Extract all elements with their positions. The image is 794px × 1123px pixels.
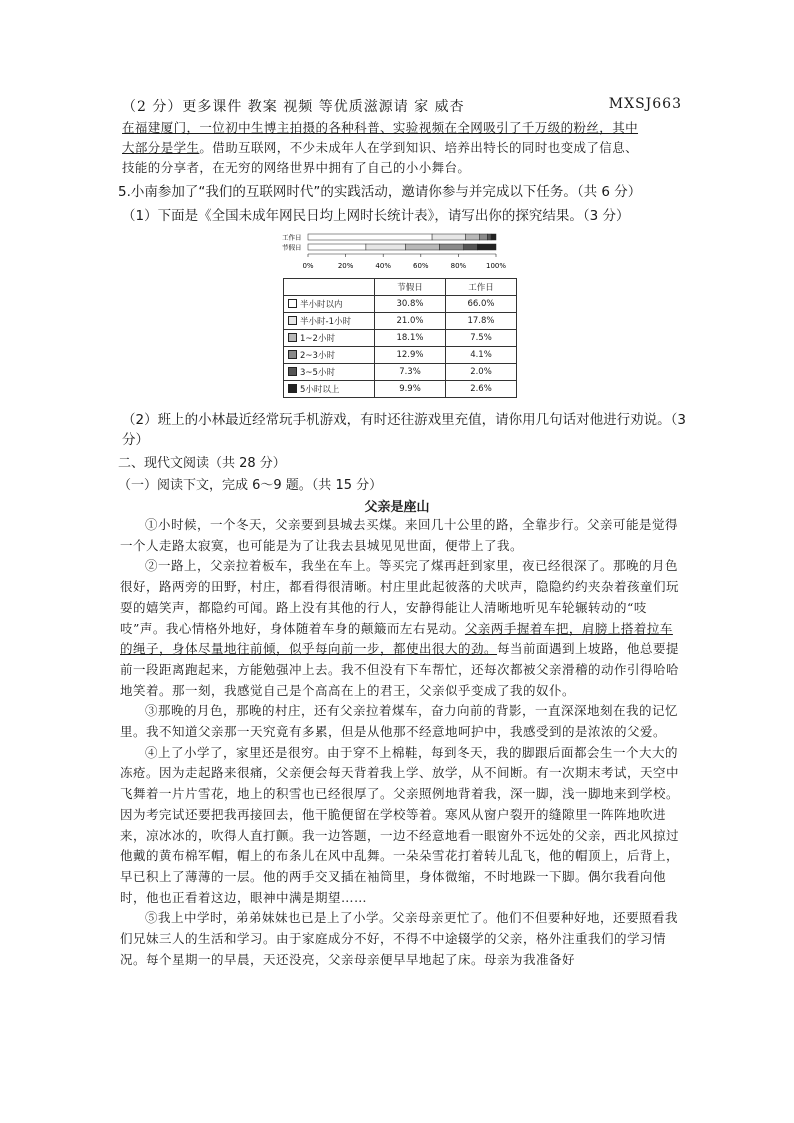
category-label: 节假日 — [282, 243, 302, 252]
bar-segment — [432, 234, 465, 240]
cell-holiday: 7.3% — [375, 364, 446, 381]
row-label: 5小时以上 — [300, 385, 340, 395]
bar-segment — [464, 244, 478, 250]
bar-segment — [480, 234, 488, 240]
table-row — [284, 330, 517, 347]
question-5-1: （1）下面是《全国未成年网民日均上网时长统计表》，请写出你的探究结果。（3 分） — [122, 208, 630, 224]
article-body — [120, 515, 685, 970]
cell-holiday: 12.9% — [375, 347, 446, 364]
legend-swatch — [288, 367, 297, 376]
answer-line1: 在福建厦门，一位初中生博主拍摄的各种科普、实验视频在全网吸引了千万级的粉丝，其中 — [122, 120, 639, 135]
answer-line2: 。借助互联网，不少未成年人在学到知识、培养出特长的同时也变成了信息、 — [199, 140, 639, 155]
bar-segment — [439, 244, 463, 250]
cell-workday: 17.8% — [446, 313, 517, 330]
row-label: 1~2小时 — [300, 334, 335, 344]
table-row — [284, 313, 517, 330]
cell-workday: 2.0% — [446, 364, 517, 381]
cell-workday: 66.0% — [446, 296, 517, 313]
stats-table — [283, 278, 517, 398]
row-label: 3~5小时 — [300, 368, 335, 378]
category-label: 工作日 — [282, 233, 302, 242]
article-title: 父亲是座山 — [364, 500, 430, 515]
paragraph-1: ①小时候，一个冬天，父亲要到县城去买煤。来回几十公里的路，全靠步行。父亲可能是觉得一个人走路太寂寞，也可能是为了让我去县城见见世面，便带上了我。 — [120, 517, 679, 553]
cell-workday: 4.1% — [446, 347, 517, 364]
table-row — [284, 364, 517, 381]
paragraph-4: ④上了小学了，家里还是很穷。由于穿不上棉鞋，每到冬天，我的脚跟后面都会生一个大大的冻疮。因为走起路来很痛，父亲便会每天背着我上学、放学，从不间断。有一次期末考试，天空中飞舞着一片片雪花，地上的积雪也已经很厚了。父亲照例地背着我，深一脚，浅一脚地来到学校。因为考完试还要把我再接回去，他干脆便留在学校等着。寒风从窗户裂开的缝隙里一阵阵地吹进来，凉冰冰的，吹得人直打颤。我一边答题，一边不经意地看一眼窗外不远处的父亲，西北风掠过他戴的黄布棉军帽，帽上的布条儿在风中乱舞。一朵朵雪花打着转儿乱飞，他的帽顶上，后背上，早已积上了薄薄的一层。他的两手交叉插在袖筒里，身体微缩，不时地跺一下脚。偶尔我看向他时，他也正看着这边，眼神中满是期望…… — [120, 744, 680, 905]
table-row — [284, 381, 517, 398]
legend-swatch — [288, 384, 297, 393]
answer-line3: 技能的分享者，在无穷的网络世界中拥有了自己的小小舞台。 — [122, 160, 471, 175]
section-2-sub: （一）阅读下文，完成 6～9 题。（共 15 分） — [118, 478, 383, 493]
section-2-title: 二、现代文阅读（共 28 分） — [118, 456, 286, 471]
row-label: 半小时以内 — [300, 300, 343, 310]
handwritten-answer — [122, 118, 682, 178]
legend-swatch — [288, 350, 297, 359]
bar-segment — [308, 234, 432, 240]
bar-segment — [366, 244, 405, 250]
cell-workday: 2.6% — [446, 381, 517, 398]
row-label: 半小时-1小时 — [300, 317, 351, 327]
paragraph-2-underlined: 父亲两手握着车把，肩膀上搭着拉车的绳子，身体尽量地往前倾，似乎每向前一步，都使出很大的劲。 — [120, 620, 673, 657]
legend-swatch — [288, 316, 297, 325]
cell-holiday: 30.8% — [375, 296, 446, 313]
bar-segment — [466, 234, 480, 240]
x-tick-label: 60% — [413, 262, 429, 270]
answer-line2-underlined: 大部分是学生 — [122, 140, 200, 155]
x-tick-label: 40% — [375, 262, 391, 270]
bar-segment — [308, 244, 366, 250]
bar-segment — [405, 244, 439, 250]
header-code: MXSJ663 — [608, 96, 682, 112]
legend-swatch — [288, 299, 297, 308]
table-row — [284, 296, 517, 313]
bar-segment — [487, 234, 491, 240]
bar-segment — [491, 234, 496, 240]
table-header-holiday: 节假日 — [375, 279, 446, 296]
header-left: （2 分）更多课件 教案 视频 等优质滋源请 家 威杏 — [122, 99, 465, 115]
table-header-row — [284, 279, 517, 296]
paragraph-3: ③那晚的月色，那晚的村庄，还有父亲拉着煤车，奋力向前的背影，一直深深地刻在我的记忆里。我不知道父亲那一天究竟有多累，但是从他那不经意地呵护中，我感受到的是浓浓的父爱。 — [120, 703, 679, 740]
table-header-workday: 工作日 — [446, 279, 517, 296]
paragraph-2-a: ②一路上，父亲拉着板车，我坐在车上。等买完了煤再赶到家里，夜已经很深了。那晚的月色很好，路两旁的田野，村庄，都看得很清晰。村庄里此起彼落的犬吠声，隐隐约约夹杂着孩童们玩耍的嬉笑声，都隐约可闻。路上没有其他的行人，安静得能让人清晰地听见车轮辗转动的“吱吱”声。我心情格外地好，身体随着车身的颠簸而左右晃动。 — [120, 558, 680, 636]
row-label: 2~3小时 — [300, 351, 335, 361]
cell-holiday: 9.9% — [375, 381, 446, 398]
question-5-title: 5.小南参加了“我们的互联网时代”的实践活动，邀请你参与并完成以下任务。（共 6 分） — [118, 184, 642, 200]
paragraph-5: ⑤我上中学时，弟弟妹妹也已是上了小学。父亲母亲更忙了。他们不但要种好地，还要照看我们兄妹三人的生活和学习。由于家庭成分不好，不得不中途辍学的父亲，格外注重我们的学习情况。每个星期一的早晨，天还没亮，父亲母亲便早早地起了床。母亲为我准备好 — [120, 910, 679, 967]
x-tick-label: 80% — [450, 262, 467, 270]
legend-swatch — [288, 333, 297, 342]
x-tick-label: 20% — [337, 262, 354, 270]
cell-workday: 7.5% — [446, 330, 517, 347]
x-tick-label: 100% — [485, 262, 507, 270]
x-tick-label: 0% — [302, 262, 314, 270]
paragraph-2 — [120, 556, 685, 701]
table-row — [284, 347, 517, 364]
page-header — [122, 96, 682, 116]
table-header-blank — [284, 279, 375, 296]
paragraph-2-b: 每当前面遇到上坡路，他总要提前一段距离跑起来，方能勉强冲上去。我不但没有下车帮忙，还每次都被父亲滑稽的动作引得哈哈地笑着。那一刻，我感觉自己是个高高在上的君王，父亲似乎变成了我的奴仆。 — [120, 641, 680, 698]
stacked-bar-chart — [280, 230, 520, 278]
cell-holiday: 21.0% — [375, 313, 446, 330]
cell-holiday: 18.1% — [375, 330, 446, 347]
question-5-2: （2）班上的小林最近经常玩手机游戏，有时还往游戏里充值，请你用几句话对他进行劝说。（3 分） — [122, 412, 686, 448]
bar-segment — [477, 244, 496, 250]
